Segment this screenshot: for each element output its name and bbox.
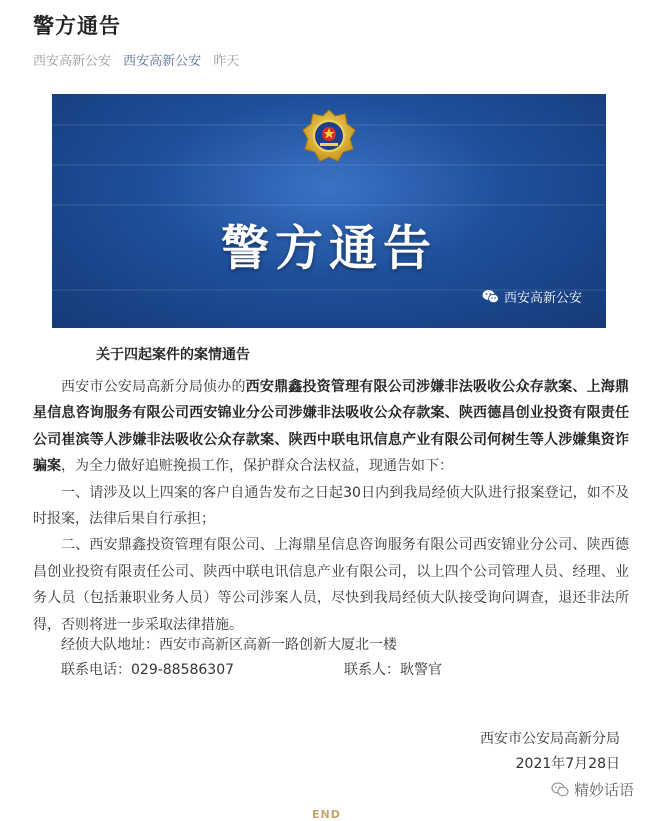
notice-item-2: 二、西安鼎鑫投资管理有限公司、上海鼎星信息咨询服务有限公司西安锦业分公司、陕西德昌创业投资有限责任公司、陕西中联电讯信息产业有限公司，以上四个公司管理人员、经理、业务人员（包括兼职业务人员）等公司涉案人员，尽快到我局经侦大队接受询问调查，退还非法所得，否则将进一步采取法律措施。 — [33, 537, 629, 633]
contact-person: 联系人：耿警官 — [344, 662, 442, 678]
contact-address: 经侦大队地址：西安市高新区高新一路创新大厦北一楼 — [61, 637, 397, 653]
article-meta — [33, 50, 239, 69]
contact-line — [61, 659, 442, 679]
account-link[interactable]: 西安高新公安 — [123, 54, 202, 69]
notice-body — [33, 374, 629, 638]
issuer: 西安市公安局高新分局 — [480, 731, 620, 747]
issue-date: 2021年7月28日 — [515, 756, 620, 772]
corner-watermark — [551, 779, 634, 800]
intro-bold-cases: 西安鼎鑫投资管理有限公司涉嫌非法吸收公众存款案、上海鼎星信息咨询服务有限公司西安锦业分公司涉嫌非法吸收公众存款案、陕西德昌创业投资有限责任公司崔滨等人涉嫌非法吸收公众存款案、陕西中联电讯信息产业有限公司何树生等人涉嫌集资诈骗案 — [33, 379, 630, 475]
banner-watermark — [482, 287, 582, 306]
wechat-icon — [551, 782, 569, 797]
publish-date: 昨天 — [213, 54, 240, 69]
intro-text-1: 西安市公安局高新分局侦办的 — [61, 379, 246, 395]
article-title: 警方通告 — [33, 14, 121, 38]
intro-text-2: ，为全力做好追赃挽损工作，保护群众合法权益，现通告如下： — [61, 458, 453, 475]
corner-watermark-text: 精妙话语 — [573, 781, 634, 799]
police-badge-icon — [301, 108, 357, 164]
contact-phone: 联系电话：029-88586307 — [61, 662, 235, 678]
banner-title: 警方通告 — [220, 220, 437, 277]
article-author: 西安高新公安 — [33, 54, 112, 69]
notice-item-1: 一、请涉及以上四案的客户自通告发布之日起30日内到我局经侦大队进行报案登记，如不及时报案，法律后果自行承担； — [33, 484, 629, 528]
banner-watermark-text: 西安高新公安 — [503, 291, 582, 306]
wechat-icon — [482, 289, 499, 304]
banner-image — [52, 94, 606, 328]
notice-subject: 关于四起案件的案情通告 — [96, 347, 250, 363]
notice-intro — [33, 374, 629, 480]
end-mark: END — [312, 808, 341, 821]
